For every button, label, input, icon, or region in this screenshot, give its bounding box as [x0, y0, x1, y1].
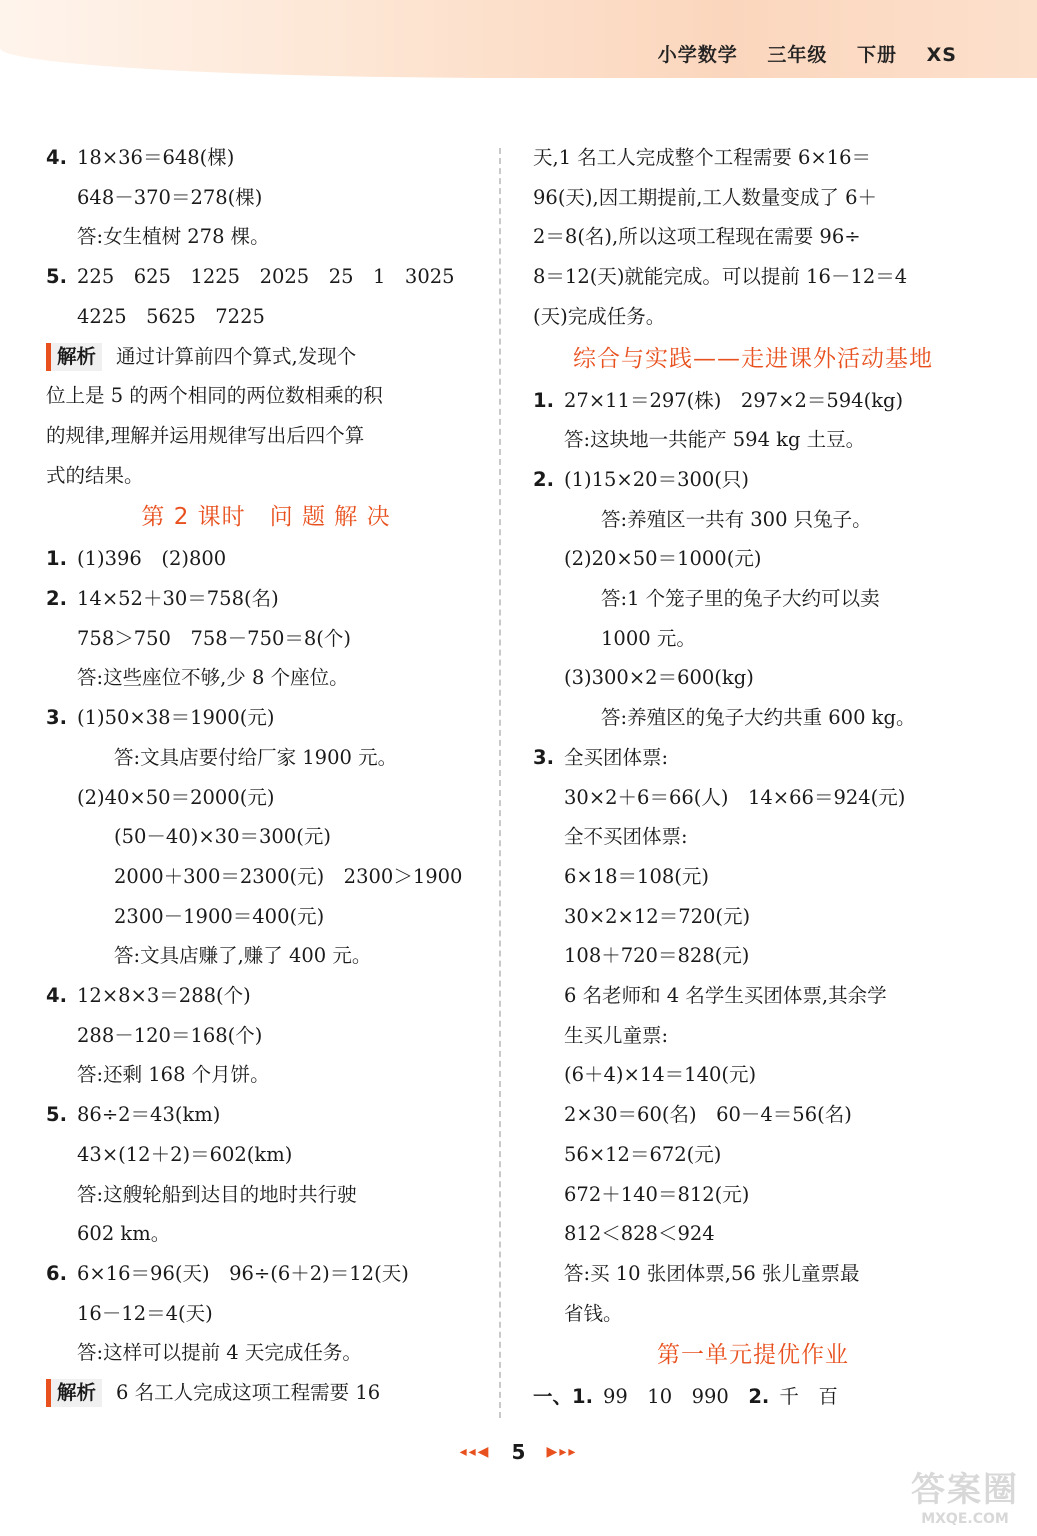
answer-line: 5. 225 625 1225 2025 25 1 3025 — [46, 257, 486, 297]
question-number: 1. — [533, 388, 554, 412]
answer-line: 1000 元。 — [601, 626, 696, 650]
analysis-block: 解析 6 名工人完成这项工程需要 16 — [46, 1373, 486, 1413]
answer-line: 省钱。 — [564, 1301, 623, 1325]
analysis-line: 96(天),因工期提前,工人数量变成了 6＋ — [533, 185, 878, 209]
header-subject: 小学数学 — [657, 44, 738, 66]
answer-line: (2)20×50＝1000(元) — [564, 547, 762, 571]
answer-line: 4. 12×8×3＝288(个) — [46, 976, 486, 1016]
question-number: 2. — [748, 1385, 770, 1409]
watermark-url: MXQE.COM — [921, 1511, 1009, 1527]
watermark-brand: 答案圈 — [911, 1470, 1019, 1510]
answer-line: (50－40)×30＝300(元) — [114, 825, 331, 849]
answer-line: 4225 5625 7225 — [77, 304, 265, 328]
answer-line: 答:养殖区一共有 300 只兔子。 — [601, 507, 872, 531]
question-number: 一、1. — [533, 1385, 593, 1409]
answer-line: (6＋4)×14＝140(元) — [564, 1063, 757, 1087]
answer-line: 758＞750 758－750＝8(个) — [77, 626, 351, 650]
question-number: 5. — [46, 265, 67, 289]
answer-line: 6×18＝108(元) — [564, 864, 709, 888]
section-title: 综合与实践——走进课外活动基地 — [573, 345, 933, 372]
answer-line: 2000＋300＝2300(元) 2300＞1900 — [114, 864, 463, 888]
answer-line: 43×(12＋2)＝602(km) — [77, 1142, 293, 1166]
answer-line: 答:还剩 168 个月饼。 — [77, 1063, 270, 1087]
analysis-block: 解析 通过计算前四个算式,发现个 — [46, 337, 486, 377]
answer-line: 答:这些座位不够,少 8 个座位。 — [77, 666, 349, 690]
answer-line: (3)300×2＝600(kg) — [564, 666, 754, 690]
answer-line: 答:这块地一共能产 594 kg 土豆。 — [564, 428, 866, 452]
analysis-line: 位上是 5 的两个相同的两位数相乘的积 — [46, 384, 383, 408]
answer-line: 2. 14×52＋30＝758(名) — [46, 579, 486, 619]
question-number: 5. — [46, 1103, 67, 1127]
answer-line: 56×12＝672(元) — [564, 1142, 722, 1166]
answer-line: 6. 6×16＝96(天) 96÷(6＋2)＝12(天) — [46, 1254, 486, 1294]
answer-line: 812＜828＜924 — [564, 1222, 715, 1246]
answer-line: 2. (1)15×20＝300(只) — [533, 460, 973, 500]
answer-line: 1. 27×11＝297(株) 297×2＝594(kg) — [533, 381, 973, 421]
watermark — [911, 1470, 1019, 1528]
answer-line: 3. (1)50×38＝1900(元) — [46, 698, 486, 738]
analysis-line: 8＝12(天)就能完成。可以提前 16－12＝4 — [533, 265, 908, 289]
analysis-line: 天,1 名工人完成整个工程需要 6×16＝ — [533, 146, 872, 169]
answer-line: 答:买 10 张团体票,56 张儿童票最 — [564, 1261, 860, 1285]
analysis-tag: 解析 — [46, 343, 102, 371]
question-number: 3. — [46, 706, 67, 730]
answer-line: 答:女生植树 278 棵。 — [77, 225, 270, 249]
answer-line: 30×2×12＝720(元) — [564, 904, 751, 928]
question-number: 2. — [533, 467, 554, 491]
page-footer — [0, 1440, 1037, 1464]
answer-line: 答:养殖区的兔子大约共重 600 kg。 — [601, 706, 916, 730]
header-edition: XS — [926, 44, 957, 66]
answer-line: 全不买团体票: — [564, 825, 688, 849]
right-column — [533, 138, 973, 1417]
answer-line: 2×30＝60(名) 60－4＝56(名) — [564, 1103, 852, 1127]
answer-line: 答:文具店赚了,赚了 400 元。 — [114, 944, 372, 968]
answer-line: 答:1 个笼子里的兔子大约可以卖 — [601, 587, 880, 611]
column-divider — [499, 148, 501, 1418]
analysis-line: 的规律,理解并运用规律写出后四个算 — [46, 423, 365, 447]
answer-line: 一、1. 99 10 990 2. 千 百 — [533, 1377, 973, 1417]
section-title: 第 2 课时 问 题 解 决 — [141, 504, 391, 531]
header-volume: 下册 — [857, 44, 898, 66]
answer-line: 602 km。 — [77, 1222, 171, 1246]
analysis-line: 2＝8(名),所以这项工程现在需要 96÷ — [533, 225, 861, 249]
answer-line: 5. 86÷2＝43(km) — [46, 1095, 486, 1135]
answer-line: 答:这艘轮船到达目的地时共行驶 — [77, 1182, 357, 1206]
answer-line: 4. 18×36＝648(棵) — [46, 138, 486, 178]
page-number: 5 — [511, 1440, 526, 1464]
answer-line: 672＋140＝812(元) — [564, 1182, 750, 1206]
answer-line: 答:文具店要付给厂家 1900 元。 — [114, 745, 398, 769]
prev-arrows-icon: ◂◂◀ — [459, 1444, 491, 1460]
question-number: 3. — [533, 745, 554, 769]
answer-line: 答:这样可以提前 4 天完成任务。 — [77, 1341, 362, 1365]
analysis-line: (天)完成任务。 — [533, 304, 666, 328]
question-number: 1. — [46, 547, 67, 571]
header-grade: 三年级 — [767, 44, 828, 66]
question-number: 2. — [46, 587, 67, 611]
next-arrows-icon: ▶▸▸ — [546, 1444, 578, 1460]
answer-line: 30×2＋6＝66(人) 14×66＝924(元) — [564, 785, 906, 809]
answer-line: (2)40×50＝2000(元) — [77, 785, 275, 809]
answer-line: 288－120＝168(个) — [77, 1023, 263, 1047]
left-column — [46, 138, 486, 1413]
answer-line: 3. 全买团体票: — [533, 738, 973, 778]
answer-line: 16－12＝4(天) — [77, 1301, 213, 1325]
question-number: 4. — [46, 984, 67, 1008]
analysis-tag: 解析 — [46, 1379, 102, 1407]
answer-line: 1. (1)396 (2)800 — [46, 539, 486, 579]
section-title: 第一单元提优作业 — [657, 1342, 849, 1369]
page-header — [636, 40, 957, 67]
answer-line: 2300－1900＝400(元) — [114, 904, 325, 928]
answer-line: 6 名老师和 4 名学生买团体票,其余学 — [564, 984, 887, 1008]
answer-line: 648－370＝278(棵) — [77, 185, 263, 209]
answer-line: 108＋720＝828(元) — [564, 944, 750, 968]
question-number: 6. — [46, 1261, 67, 1285]
analysis-line: 式的结果。 — [46, 463, 144, 487]
answer-line: 生买儿童票: — [564, 1023, 669, 1047]
question-number: 4. — [46, 146, 67, 169]
